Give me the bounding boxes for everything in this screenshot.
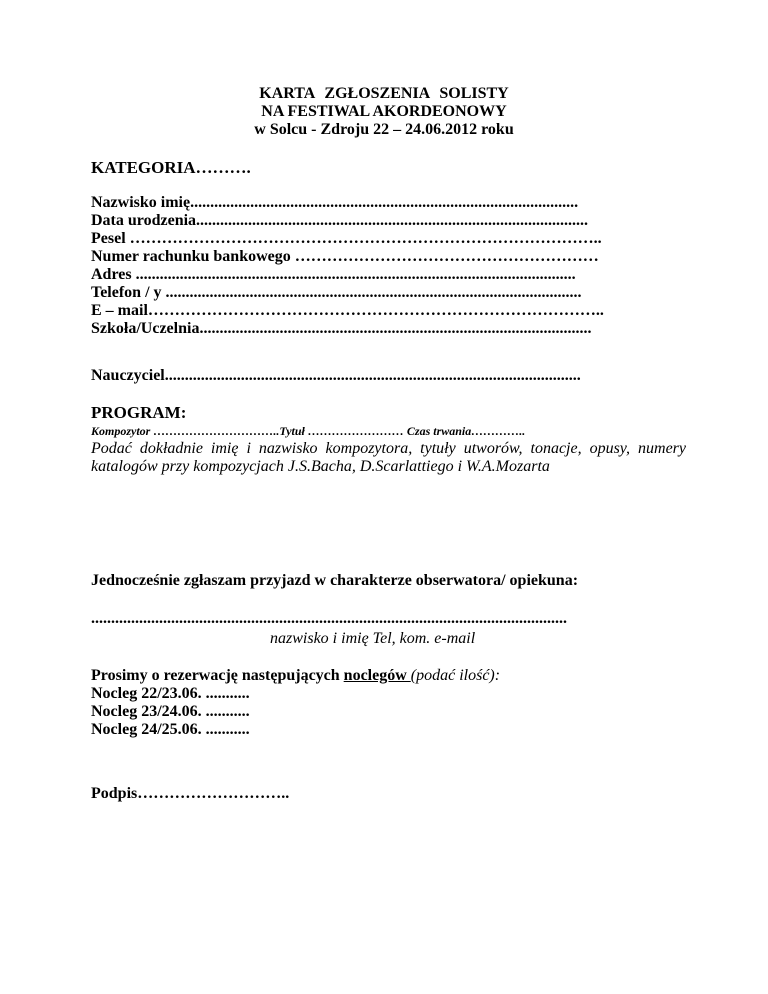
- email-field[interactable]: E – mail…………………………………………………………………………..: [91, 302, 604, 319]
- lodging-keyword: noclegów: [343, 667, 411, 684]
- address-field[interactable]: Adres ..............................................................................................................: [91, 266, 576, 283]
- form-title: KARTA ZGŁOSZENIA SOLISTY: [259, 85, 509, 102]
- night-22-23-field[interactable]: Nocleg 22/23.06. ...........: [91, 685, 250, 702]
- signature-field[interactable]: Podpis………………………..: [91, 785, 290, 802]
- festival-date-location: w Solcu - Zdroju 22 – 24.06.2012 roku: [254, 121, 514, 138]
- pesel-field[interactable]: Pesel ……………………………………………………………………………..: [91, 230, 602, 247]
- lodging-request: [91, 667, 500, 685]
- category-field[interactable]: KATEGORIA……….: [91, 158, 251, 177]
- bank-account-field[interactable]: Numer rachunku bankowego …………………………………………………: [91, 248, 599, 265]
- lodging-hint: (podać ilość):: [410, 667, 501, 684]
- observer-field-caption: nazwisko i imię Tel, kom. e-mail: [270, 630, 476, 647]
- school-field[interactable]: Szkoła/Uczelnia..................................................................................................: [91, 320, 592, 337]
- name-field[interactable]: Nazwisko imię.................................................................................................: [91, 194, 579, 211]
- teacher-field[interactable]: Nauczyciel........................................................................................................: [91, 367, 581, 384]
- festival-name: NA FESTIWAL AKORDEONOWY: [261, 103, 507, 120]
- observer-field[interactable]: .......................................................................................................................: [91, 610, 567, 627]
- birthdate-field[interactable]: Data urodzenia..................................................................................................: [91, 212, 589, 229]
- night-24-25-field[interactable]: Nocleg 24/25.06. ...........: [91, 721, 250, 738]
- observer-statement: Jednocześnie zgłaszam przyjazd w charakterze obserwatora/ opiekuna:: [91, 572, 579, 589]
- program-instructions: Podać dokładnie imię i nazwisko kompozytora, tytuły utworów, tonacje, opusy, numery katalogów przy kompozycjach J.S.Bacha, D.Scarlattiego i W.A.Mozarta: [91, 440, 686, 475]
- program-columns-field[interactable]: Kompozytor …………………………..Tytuł …………………… Czas trwania…………..: [91, 424, 526, 438]
- night-23-24-field[interactable]: Nocleg 23/24.06. ...........: [91, 703, 250, 720]
- phone-field[interactable]: Telefon / y ........................................................................................................: [91, 284, 582, 301]
- lodging-prefix: Prosimy o rezerwację następujących: [91, 667, 344, 684]
- program-heading: PROGRAM:: [91, 403, 187, 422]
